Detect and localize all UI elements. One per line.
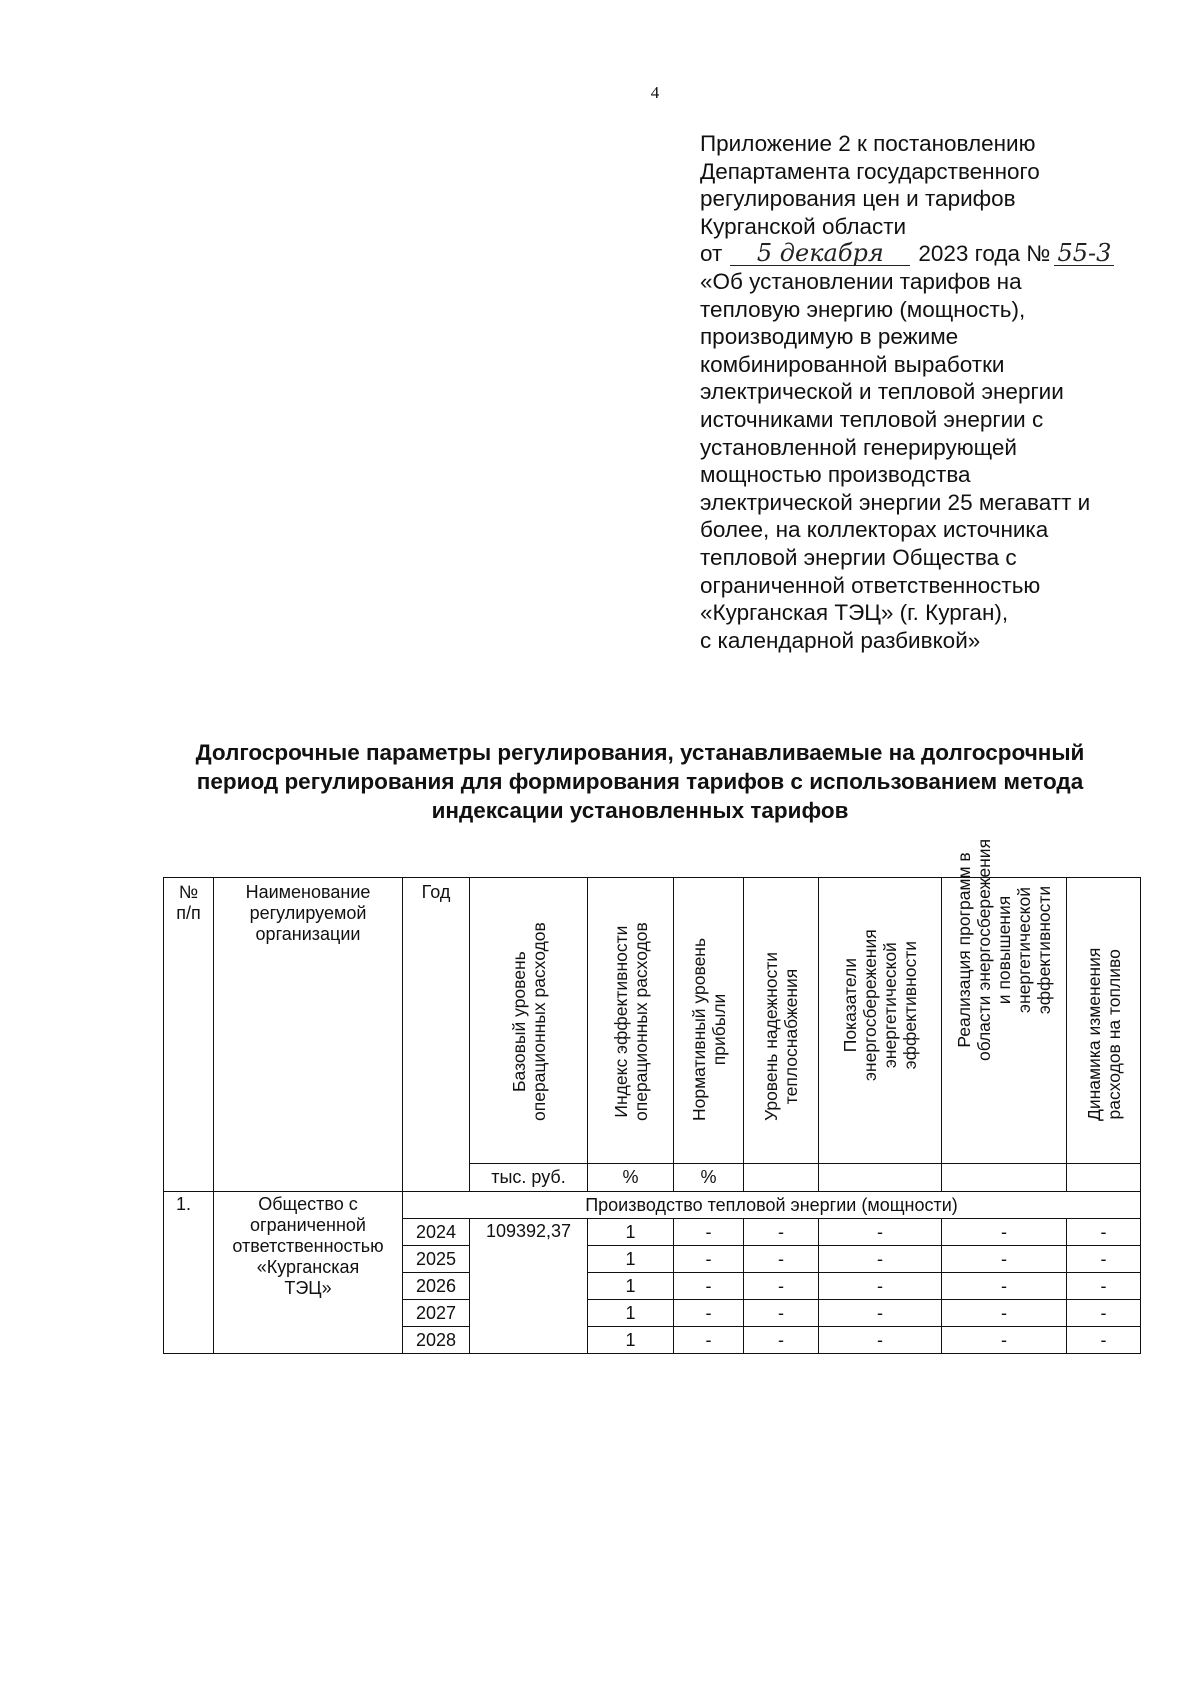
header-line: расходов на топливо xyxy=(1103,949,1124,1120)
unit-cell: тыс. руб. xyxy=(470,1164,588,1192)
unit-cell xyxy=(744,1164,819,1192)
savings-cell: - xyxy=(819,1327,942,1354)
header-line: Показатели xyxy=(840,958,860,1053)
title-line: Долгосрочные параметры регулирования, устанавливаемые на долгосрочный xyxy=(195,740,1085,765)
header-profit-level xyxy=(674,878,744,1164)
year-cell: 2027 xyxy=(403,1300,470,1327)
profit-cell: - xyxy=(674,1273,744,1300)
subject-line: тепловую энергию (мощность), xyxy=(700,296,1026,322)
subject-line: электрической и тепловой энергии xyxy=(700,379,1064,405)
title-line: индексации установленных тарифов xyxy=(431,798,849,823)
programs-cell: - xyxy=(942,1327,1067,1354)
header-org-line: Наименование xyxy=(245,882,371,902)
header-year: Год xyxy=(403,878,470,1192)
title-line: период регулирования для формирования тарифов с использованием метода xyxy=(196,769,1084,794)
document-title xyxy=(150,738,1130,825)
subject-line: с календарной разбивкой» xyxy=(700,627,981,653)
header-line: операционных расходов xyxy=(630,922,651,1121)
header-line: эффективности xyxy=(900,940,920,1070)
profit-cell: - xyxy=(674,1219,744,1246)
reliability-cell: - xyxy=(744,1327,819,1354)
unit-cell: % xyxy=(674,1164,744,1192)
subject-line: мощностью производства xyxy=(700,462,971,488)
year-cell: 2024 xyxy=(403,1219,470,1246)
header-line: Динамика изменения xyxy=(1083,947,1104,1121)
index-cell: 1 xyxy=(588,1246,674,1273)
profit-cell: - xyxy=(674,1327,744,1354)
row-number: 1. xyxy=(164,1192,214,1354)
section-label: Производство тепловой энергии (мощности) xyxy=(403,1192,1141,1219)
appendix-line: Департамента государственного xyxy=(700,158,1040,184)
fuel-cell: - xyxy=(1067,1300,1141,1327)
savings-cell: - xyxy=(819,1246,942,1273)
unit-cell xyxy=(1067,1164,1141,1192)
header-num xyxy=(164,878,214,1192)
header-line: области энергосбережения xyxy=(974,838,994,1061)
header-efficiency-index xyxy=(588,878,674,1164)
header-line: теплоснабжения xyxy=(781,968,801,1105)
subject-line: тепловой энергии Общества с xyxy=(700,544,1017,570)
year-cell: 2026 xyxy=(403,1273,470,1300)
index-cell: 1 xyxy=(588,1273,674,1300)
subject-line: «Об установлении тарифов на xyxy=(700,268,1022,294)
subject-line: более, на коллекторах источника xyxy=(700,517,1049,543)
fuel-cell: - xyxy=(1067,1327,1141,1354)
handwritten-number: 55-3 xyxy=(1054,241,1114,266)
header-line: Уровень надежности xyxy=(761,951,781,1121)
org-line: ограниченной xyxy=(250,1215,366,1235)
header-line: Индекс эффективности xyxy=(610,925,631,1118)
profit-cell: - xyxy=(674,1246,744,1273)
handwritten-date: 5 декабря xyxy=(730,241,910,266)
header-org-line: организации xyxy=(255,924,361,944)
savings-cell: - xyxy=(819,1273,942,1300)
header-line: эффективности xyxy=(1034,885,1054,1015)
header-line: энергосбережения xyxy=(860,929,880,1081)
header-line: прибыли xyxy=(708,993,729,1066)
date-prefix: от xyxy=(700,241,723,267)
header-fuel-dynamics xyxy=(1067,878,1141,1164)
header-base-level xyxy=(470,878,588,1164)
subject-line: производимую в режиме xyxy=(700,324,959,350)
subject-line: источниками тепловой энергии с xyxy=(700,406,1044,432)
header-line: энергетической xyxy=(1014,887,1034,1013)
savings-cell: - xyxy=(819,1219,942,1246)
profit-cell: - xyxy=(674,1300,744,1327)
header-organization xyxy=(214,878,403,1192)
appendix-block xyxy=(700,130,1170,654)
year-cell: 2028 xyxy=(403,1327,470,1354)
programs-cell: - xyxy=(942,1300,1067,1327)
header-row xyxy=(164,878,1141,1164)
subject-line: ограниченной ответственностью xyxy=(700,572,1041,598)
index-cell: 1 xyxy=(588,1327,674,1354)
header-reliability xyxy=(744,878,819,1164)
header-line: Реализация программ в xyxy=(954,852,974,1048)
savings-cell: - xyxy=(819,1300,942,1327)
subject-line: комбинированной выработки xyxy=(700,351,1005,377)
header-line: Базовый уровень xyxy=(508,951,529,1092)
header-line: операционных расходов xyxy=(528,922,549,1121)
reliability-cell: - xyxy=(744,1273,819,1300)
section-row xyxy=(164,1192,1141,1219)
subject-line: электрической энергии 25 мегаватт и xyxy=(700,489,1091,515)
reliability-cell: - xyxy=(744,1246,819,1273)
org-line: «Курганская xyxy=(256,1257,360,1277)
index-cell: 1 xyxy=(588,1300,674,1327)
programs-cell: - xyxy=(942,1246,1067,1273)
org-line: Общество с xyxy=(258,1194,358,1214)
org-line: ответственностью xyxy=(232,1236,384,1256)
header-programs xyxy=(942,838,1067,1164)
fuel-cell: - xyxy=(1067,1246,1141,1273)
reliability-cell: - xyxy=(744,1300,819,1327)
date-year-text: 2023 года № xyxy=(918,241,1051,267)
base-level-cell: 109392,37 xyxy=(470,1219,588,1354)
appendix-line: регулирования цен и тарифов xyxy=(700,186,1016,212)
unit-cell xyxy=(819,1164,942,1192)
header-line: энергетической xyxy=(880,942,900,1069)
subject-line: «Курганская ТЭЦ» (г. Курган), xyxy=(700,600,1009,626)
reliability-cell: - xyxy=(744,1219,819,1246)
header-energy-saving xyxy=(819,878,942,1164)
parameters-table xyxy=(163,838,1141,1354)
header-num-line: № xyxy=(178,882,199,902)
programs-cell: - xyxy=(942,1273,1067,1300)
unit-cell xyxy=(942,1164,1067,1192)
organization-name xyxy=(214,1192,403,1354)
appendix-line: Курганской области xyxy=(700,213,907,239)
header-num-line: п/п xyxy=(176,903,201,923)
header-org-line: регулируемой xyxy=(249,903,367,923)
subject-line: установленной генерирующей xyxy=(700,434,1017,460)
page-number: 4 xyxy=(650,83,660,102)
appendix-line: Приложение 2 к постановлению xyxy=(700,131,1036,156)
index-cell: 1 xyxy=(588,1219,674,1246)
programs-cell: - xyxy=(942,1219,1067,1246)
appendix-date-line xyxy=(700,240,1170,268)
fuel-cell: - xyxy=(1067,1219,1141,1246)
year-cell: 2025 xyxy=(403,1246,470,1273)
header-line: Нормативный уровень xyxy=(688,937,709,1121)
org-line: ТЭЦ» xyxy=(284,1278,332,1298)
fuel-cell: - xyxy=(1067,1273,1141,1300)
unit-cell: % xyxy=(588,1164,674,1192)
header-line: и повышения xyxy=(994,895,1014,1005)
